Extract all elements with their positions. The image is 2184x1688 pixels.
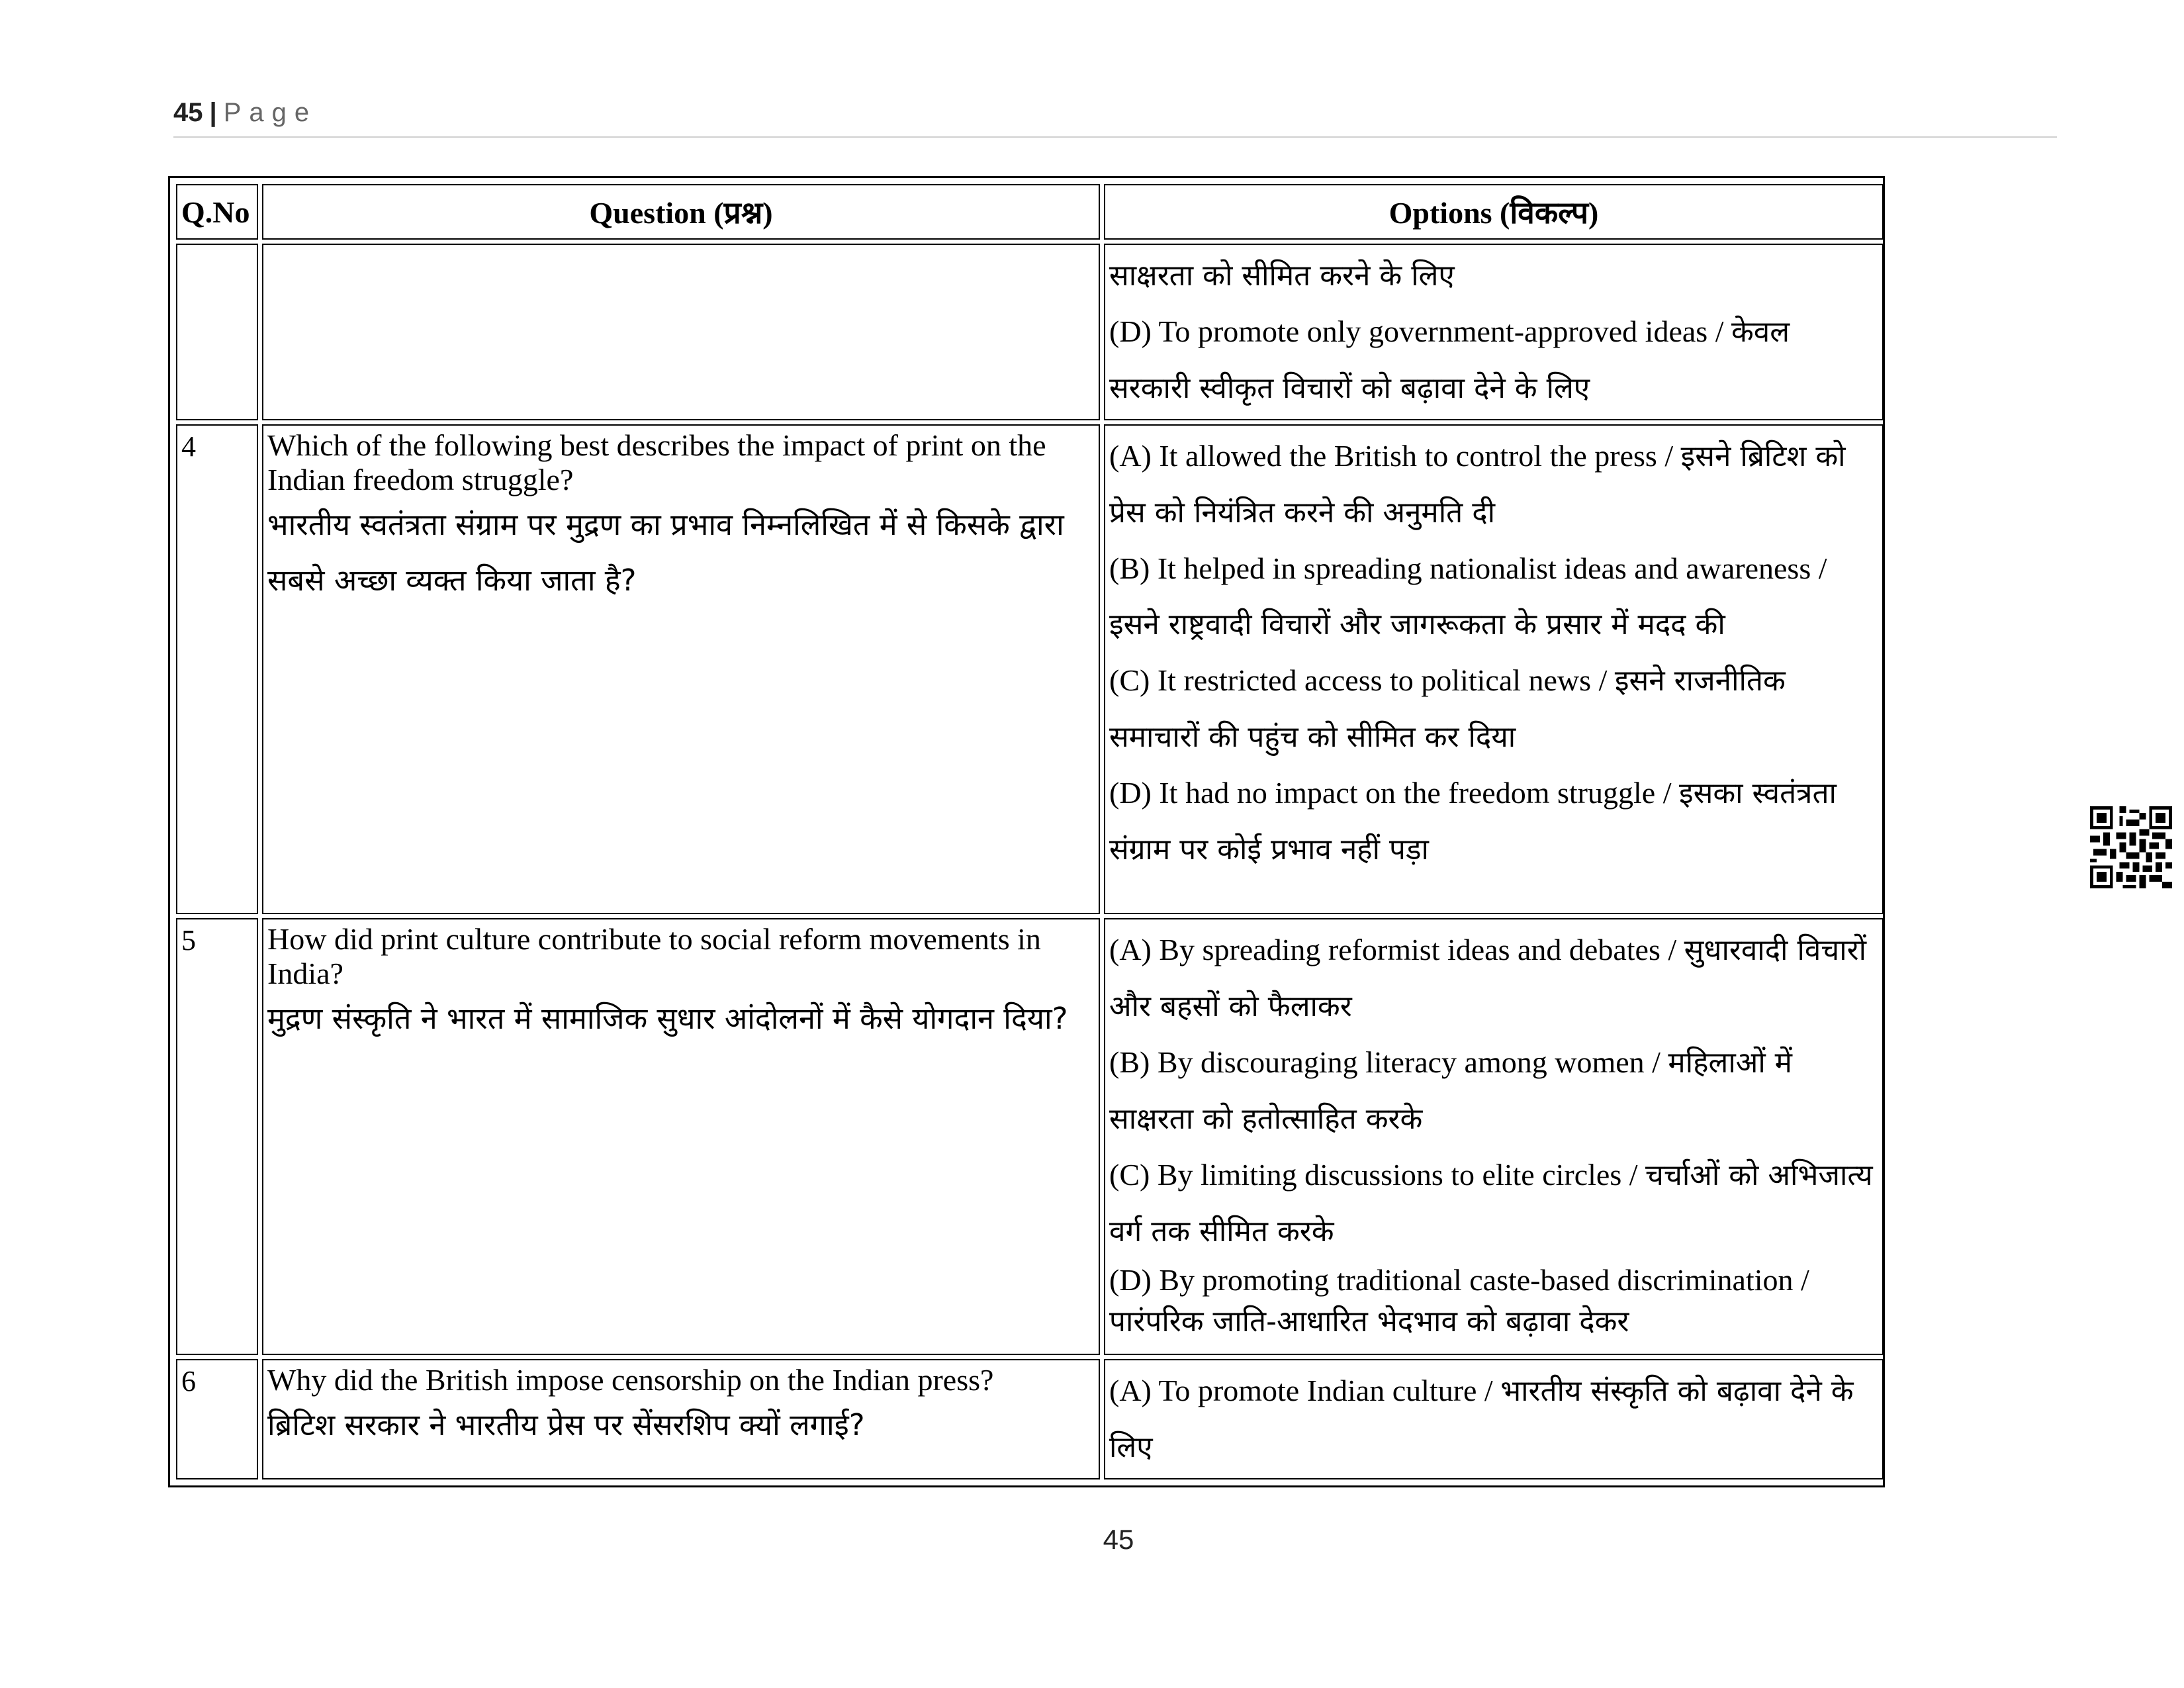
question-english: Which of the following best describes the impact of print on the Indian freedom struggle? bbox=[267, 428, 1046, 496]
option-hindi: साक्षरता को सीमित करने के लिए bbox=[1109, 259, 1455, 293]
option-hindi: महिलाओं में साक्षरता को हतोत्साहित करके bbox=[1109, 1046, 1792, 1136]
table-row bbox=[176, 1359, 1884, 1479]
header-page-word: Page bbox=[223, 98, 318, 127]
option-hindi: पारंपरिक जाति-आधारित भेदभाव को बढ़ावा देकर bbox=[1109, 1305, 1629, 1338]
options-cell bbox=[1104, 918, 1884, 1355]
option-item bbox=[1109, 765, 1878, 878]
option-hindi: इसने राजनीतिक समाचारों की पहुंच को सीमित कर दिया bbox=[1109, 664, 1786, 754]
option-english: (D) It had no impact on the freedom struggle / bbox=[1109, 776, 1679, 810]
question-hindi: भारतीय स्वतंत्रता संग्राम पर मुद्रण का प्रभाव निम्नलिखित में से किसके द्वारा सबसे अच्छा व्यक्त किया जाता है? bbox=[267, 507, 1064, 598]
option-english: (A) By spreading reformist ideas and debates / bbox=[1109, 933, 1684, 966]
question-hindi: ब्रिटिश सरकार ने भारतीय प्रेस पर सेंसरशिप क्यों लगाई? bbox=[267, 1407, 865, 1442]
option-english: (A) To promote Indian culture / bbox=[1109, 1374, 1501, 1407]
option-english: (B) By discouraging literacy among women / bbox=[1109, 1045, 1668, 1079]
option-hindi: इसका स्वतंत्रता संग्राम पर कोई प्रभाव नहीं पड़ा bbox=[1109, 776, 1837, 867]
option-item bbox=[1109, 922, 1878, 1035]
header-options bbox=[1104, 184, 1884, 240]
option-item bbox=[1109, 653, 1878, 765]
option-english: (D) By promoting traditional caste-based discrimination / bbox=[1109, 1263, 1809, 1297]
option-item bbox=[1109, 1147, 1878, 1260]
question-cell bbox=[262, 918, 1100, 1355]
option-hindi: केवल सरकारी स्वीकृत विचारों को बढ़ावा देने के लिए bbox=[1109, 315, 1790, 405]
option-hindi: चर्चाओं को अभिजात्य वर्ग तक सीमित करके bbox=[1109, 1158, 1873, 1248]
option-item bbox=[1109, 1260, 1878, 1342]
question-cell bbox=[262, 244, 1100, 420]
option-item bbox=[1109, 428, 1878, 541]
header-separator: | bbox=[209, 98, 217, 127]
option-item bbox=[1109, 1363, 1878, 1476]
question-cell bbox=[262, 424, 1100, 914]
question-table-frame bbox=[168, 176, 1885, 1487]
options-cell bbox=[1104, 244, 1884, 420]
table-header-row bbox=[176, 184, 1884, 240]
question-cell bbox=[262, 1359, 1100, 1479]
header-options-label: Options (विकल्प) bbox=[1388, 196, 1599, 230]
question-hindi: मुद्रण संस्कृति ने भारत में सामाजिक सुधार आंदोलनों में कैसे योगदान दिया? bbox=[267, 1001, 1068, 1036]
option-english: (B) It helped in spreading nationalist ideas and awareness / bbox=[1109, 551, 1827, 585]
header-question bbox=[262, 184, 1100, 240]
table-row bbox=[176, 244, 1884, 420]
qno-cell: 4 bbox=[176, 424, 258, 914]
qr-code-icon bbox=[2090, 806, 2172, 888]
option-english: (A) It allowed the British to control the press / bbox=[1109, 439, 1681, 473]
footer-page-number: 45 bbox=[1103, 1524, 1134, 1555]
option-hindi: इसने राष्ट्रवादी विचारों और जागरूकता के प्रसार में मदद की bbox=[1109, 608, 1725, 641]
options-cell bbox=[1104, 424, 1884, 914]
option-item bbox=[1109, 1035, 1878, 1147]
option-english: (C) By limiting discussions to elite circles / bbox=[1109, 1158, 1646, 1192]
header-page-number: 45 bbox=[173, 98, 203, 127]
question-table bbox=[172, 180, 1888, 1483]
question-english: Why did the British impose censorship on the Indian press? bbox=[267, 1363, 994, 1397]
header-qno: Q.No bbox=[176, 184, 258, 240]
option-item bbox=[1109, 304, 1878, 416]
header-question-label: Question (प्रश्न) bbox=[589, 196, 773, 230]
option-hindi: इसने ब्रिटिश को प्रेस को नियंत्रित करने की अनुमति दी bbox=[1109, 440, 1846, 530]
qno-cell: 5 bbox=[176, 918, 258, 1355]
options-cell bbox=[1104, 1359, 1884, 1479]
option-english: (D) To promote only government-approved ideas / bbox=[1109, 314, 1731, 348]
option-item bbox=[1109, 248, 1878, 304]
page-header bbox=[173, 98, 317, 128]
option-item bbox=[1109, 541, 1878, 653]
header-divider bbox=[173, 136, 2057, 138]
table-row bbox=[176, 424, 1884, 914]
option-hindi: सुधारवादी विचारों और बहसों को फैलाकर bbox=[1109, 933, 1867, 1023]
option-english: (C) It restricted access to political news / bbox=[1109, 663, 1615, 697]
qno-cell: 6 bbox=[176, 1359, 258, 1479]
option-hindi: भारतीय संस्कृति को बढ़ावा देने के लिए bbox=[1109, 1374, 1854, 1464]
question-english: How did print culture contribute to social reform movements in India? bbox=[267, 922, 1041, 990]
table-row bbox=[176, 918, 1884, 1355]
qno-cell bbox=[176, 244, 258, 420]
